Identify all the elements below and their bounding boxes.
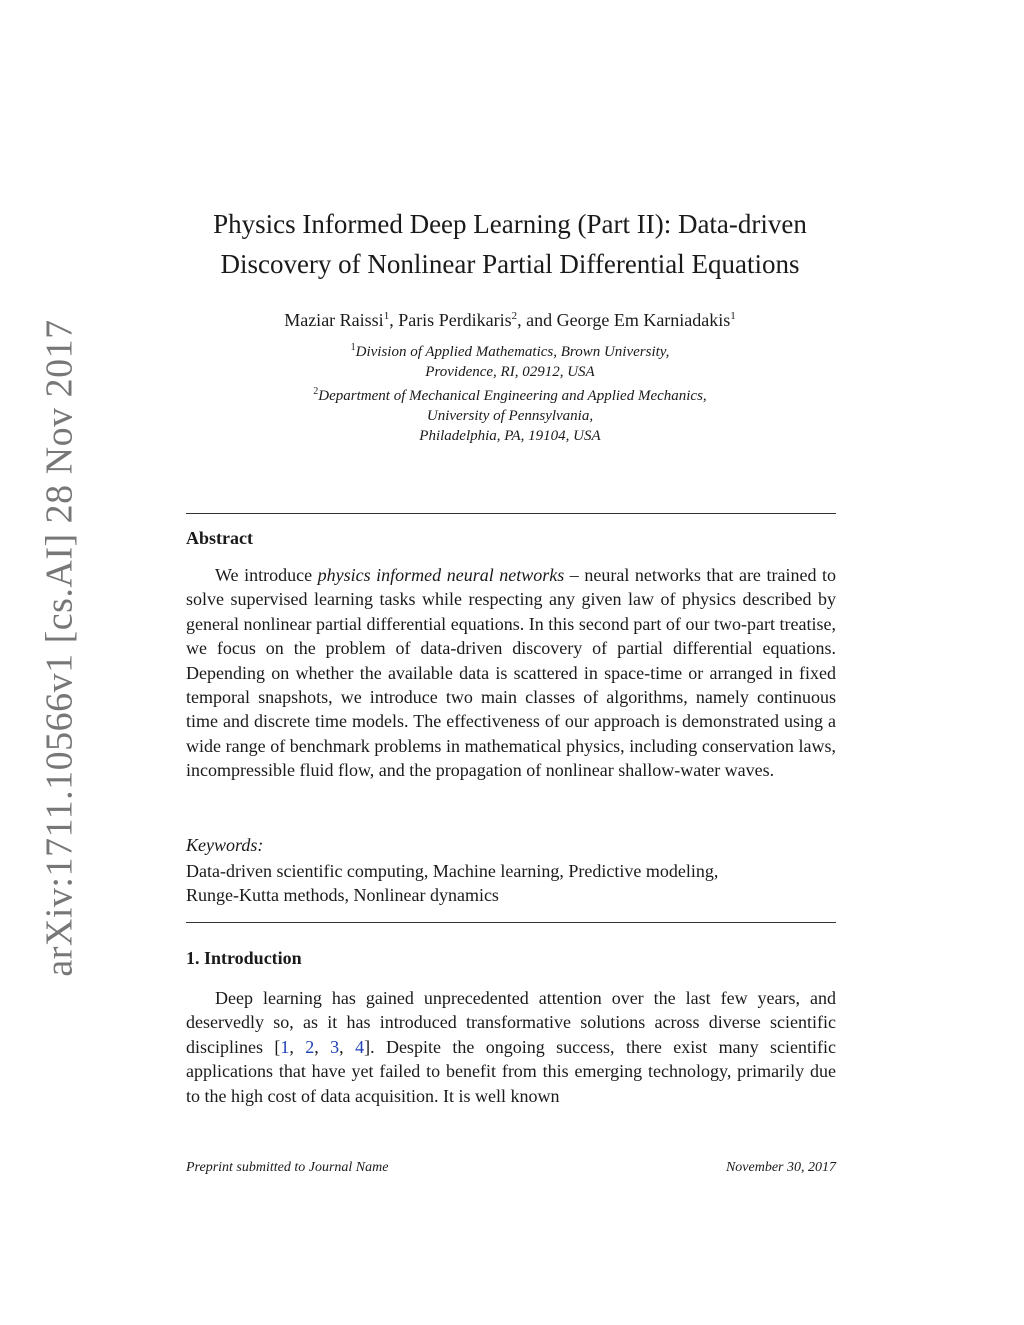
author-separator: , and xyxy=(517,310,557,330)
author-name: Maziar Raissi xyxy=(284,310,384,330)
arxiv-identifier xyxy=(34,319,86,977)
introduction-paragraph: Deep learning has gained unprecedented attention over the last few years, and deservedly so, as it has introduced transformative solutions across diverse scientific disciplines [1, 2, 3, 4]. Despite the ongoing success, there exist many scientific applications that have yet failed to benefit from this emerging technology, primarily due to the high cost of data acquisition. It is well known xyxy=(186,988,837,1106)
footer-date: November 30, 2017 xyxy=(725,1160,836,1175)
citation-link[interactable]: 1 xyxy=(280,1036,290,1057)
arxiv-identifier-text: arXiv:1711.10566v1 [cs.AI] 28 Nov 2017 xyxy=(39,319,82,977)
citation-link[interactable]: 3 xyxy=(330,1036,340,1057)
author-separator: , xyxy=(389,310,399,330)
citation-link[interactable]: 2 xyxy=(305,1036,315,1057)
affiliation-1-line-2: Providence, RI, 02912, USA xyxy=(425,364,595,380)
abstract-bottom-rule xyxy=(186,922,836,923)
affiliation-2-line-3: Philadelphia, PA, 19104, USA xyxy=(419,428,601,444)
affiliation-1-line-1: $^1$Division of Applied Mathematics, Brown University, xyxy=(350,342,670,360)
author-affil-mark: 1 xyxy=(383,310,390,322)
keywords-list xyxy=(186,859,836,908)
keywords-line-2: Runge-Kutta methods, Nonlinear dynamics xyxy=(186,885,499,906)
title-line-2: Discovery of Nonlinear Partial Differential Equations xyxy=(220,249,800,279)
abstract-emphasis: physics informed neural networks xyxy=(317,565,565,585)
affiliation-2-line-2: University of Pennsylvania, xyxy=(426,408,594,424)
author-list xyxy=(140,303,880,333)
affiliations xyxy=(140,338,880,446)
abstract-text: We introduce physics informed neural networks – neural networks that are trained to solve supervised learning tasks while respecting any given law of physics described by general nonlinear partial differential equations. In this second part of our two-part treatise, we focus on the problem of data-driven discovery of partial differential equations. Depending on whether the available data is scattered in space-time or arranged in fixed temporal snapshots, we introduce two main classes of algorithms, namely continuous time and discrete time models. The effectiveness of our approach is demonstrated using a wide range of benchmark problems in mathematical physics, including conservation laws, incompressible fluid flow, and the propagation of nonlinear shallow-water waves. xyxy=(186,565,836,781)
keywords-label: Keywords: xyxy=(186,835,264,855)
keywords-line-1: Data-driven scientific computing, Machine learning, Predictive modeling, xyxy=(186,861,719,881)
abstract-heading: Abstract xyxy=(186,528,253,548)
author-name: George Em Karniadakis xyxy=(556,310,731,330)
section-heading-introduction: 1. Introduction xyxy=(186,948,302,968)
citation-link[interactable]: 4 xyxy=(355,1036,365,1057)
affiliation-mark: 1 xyxy=(350,342,356,353)
affiliation-2-line-1: $^2$Department of Mechanical Engineering and Applied Mechanics, xyxy=(313,386,707,404)
title-line-1: Physics Informed Deep Learning (Part II): Data-driven xyxy=(213,209,807,239)
author-name: Paris Perdikaris xyxy=(398,310,512,330)
affiliation-mark: 2 xyxy=(313,386,319,397)
author-affil-mark: 2 xyxy=(511,310,518,322)
abstract-top-rule xyxy=(186,513,836,514)
author-affil-mark: 1 xyxy=(730,310,736,322)
footer-journal-note: Preprint submitted to Journal Name xyxy=(186,1160,389,1175)
paper-title xyxy=(140,204,880,284)
